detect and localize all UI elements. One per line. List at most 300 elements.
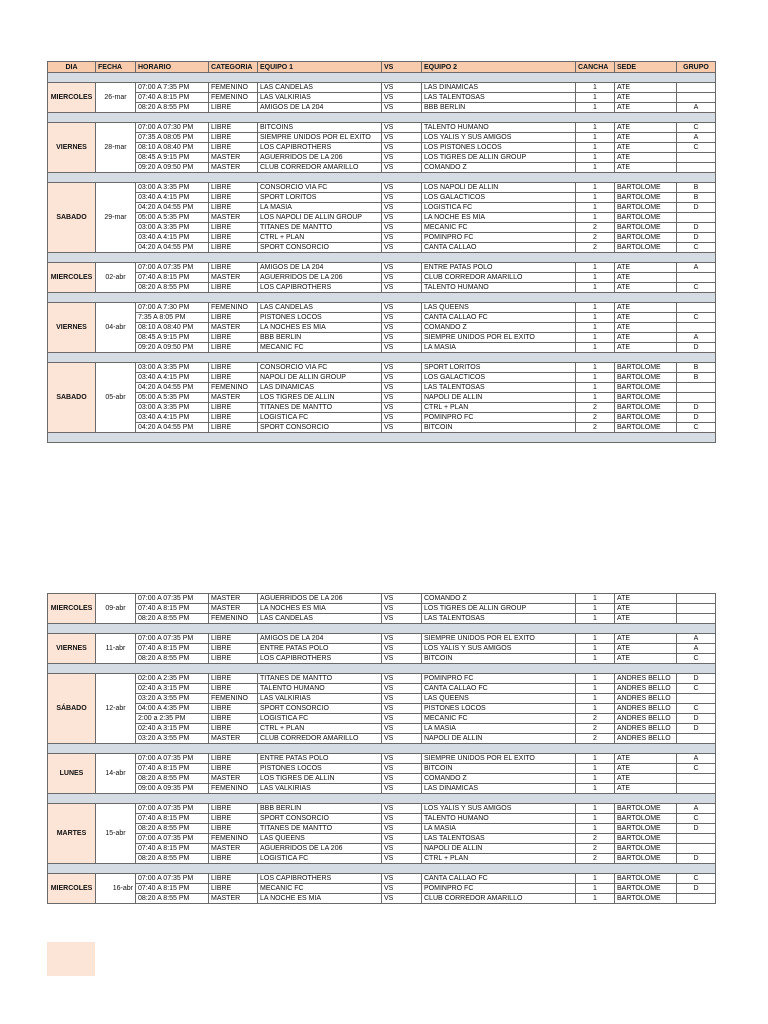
grupo-cell: A (677, 754, 716, 764)
cancha-cell: 2 (576, 734, 615, 744)
schedule-table-2 (47, 593, 716, 904)
categoria-cell: LIBRE (209, 854, 258, 864)
sede-cell: ATE (615, 764, 677, 774)
equipo2-cell: TALENTO HUMANO (422, 814, 576, 824)
equipo1-cell: LAS VALKIRIAS (258, 784, 382, 794)
cancha-cell: 1 (576, 614, 615, 624)
equipo2-cell: LOS NAPOLI DE ALLIN (422, 183, 576, 193)
table-row (48, 684, 716, 694)
schedule-table-1 (47, 61, 716, 443)
sede-cell: BARTOLOME (615, 844, 677, 854)
horario-cell: 04:20 A 04:55 PM (136, 423, 209, 433)
separator-cell (48, 664, 716, 674)
equipo2-cell: LOS YALIS Y SUS AMIGOS (422, 644, 576, 654)
equipo1-cell: BBB BERLIN (258, 804, 382, 814)
date-cell: 28-mar (96, 123, 136, 173)
sede-cell: BARTOLOME (615, 193, 677, 203)
vs-cell: VS (382, 674, 422, 684)
grupo-cell: D (677, 724, 716, 734)
categoria-cell: LIBRE (209, 233, 258, 243)
categoria-cell: FEMENINO (209, 834, 258, 844)
vs-cell: VS (382, 734, 422, 744)
equipo2-cell: BITCOIN (422, 764, 576, 774)
vs-cell: VS (382, 393, 422, 403)
sede-cell: BARTOLOME (615, 834, 677, 844)
equipo1-cell: LOS CAPIBROTHERS (258, 654, 382, 664)
grupo-cell (677, 303, 716, 313)
vs-cell: VS (382, 824, 422, 834)
date-cell: 05-abr (96, 363, 136, 433)
sede-cell: BARTOLOME (615, 373, 677, 383)
cancha-cell: 1 (576, 814, 615, 824)
categoria-cell: LIBRE (209, 103, 258, 113)
equipo2-cell: MECANIC FC (422, 223, 576, 233)
table-row (48, 423, 716, 433)
grupo-cell: D (677, 343, 716, 353)
date-cell: 26-mar (96, 83, 136, 113)
horario-cell: 09:00 A 09:35 PM (136, 784, 209, 794)
categoria-cell: FEMENINO (209, 383, 258, 393)
equipo2-cell: LOS YALIS Y SUS AMIGOS (422, 133, 576, 143)
day-cell: MIERCOLES (48, 874, 96, 904)
horario-cell: 02:40 A 3:15 PM (136, 724, 209, 734)
horario-cell: 07:00 A 07:35 PM (136, 634, 209, 644)
equipo1-cell: LAS CANDELAS (258, 83, 382, 93)
equipo1-cell: LOS TIGRES DE ALLIN (258, 774, 382, 784)
sede-cell: ATE (615, 644, 677, 654)
grupo-cell (677, 163, 716, 173)
horario-cell: 03:20 A 3:55 PM (136, 734, 209, 744)
day-cell: SÁBADO (48, 674, 96, 744)
header-row (48, 62, 716, 73)
cancha-cell: 1 (576, 634, 615, 644)
equipo1-cell: SPORT CONSORCIO (258, 704, 382, 714)
equipo2-cell: SIEMPRE UNIDOS POR EL EXITO (422, 754, 576, 764)
table-row (48, 694, 716, 704)
equipo2-cell: CLUB CORREDOR AMARILLO (422, 273, 576, 283)
header-vs: VS (382, 62, 422, 73)
cancha-cell: 2 (576, 223, 615, 233)
table-row (48, 163, 716, 173)
equipo2-cell: LAS TALENTOSAS (422, 614, 576, 624)
schedule-body-1 (48, 73, 716, 443)
vs-cell: VS (382, 203, 422, 213)
table-row (48, 133, 716, 143)
categoria-cell: MASTER (209, 323, 258, 333)
grupo-cell: C (677, 123, 716, 133)
equipo2-cell: CTRL + PLAN (422, 854, 576, 864)
cancha-cell: 2 (576, 714, 615, 724)
table-row (48, 373, 716, 383)
equipo1-cell: CONSORCIO VIA FC (258, 183, 382, 193)
day-cell: MIERCOLES (48, 83, 96, 113)
table-row (48, 283, 716, 293)
day-cell: LUNES (48, 754, 96, 794)
sede-cell: ANDRES BELLO (615, 694, 677, 704)
table-row (48, 363, 716, 373)
cancha-cell: 1 (576, 874, 615, 884)
table-row (48, 604, 716, 614)
vs-cell: VS (382, 844, 422, 854)
categoria-cell: LIBRE (209, 644, 258, 654)
grupo-cell: D (677, 233, 716, 243)
sede-cell: ATE (615, 83, 677, 93)
trailing-day-cell (47, 942, 95, 976)
horario-cell: 07:00 A 07:35 PM (136, 874, 209, 884)
sede-cell: BARTOLOME (615, 814, 677, 824)
table-row (48, 383, 716, 393)
sede-cell: BARTOLOME (615, 854, 677, 864)
categoria-cell: LIBRE (209, 874, 258, 884)
vs-cell: VS (382, 283, 422, 293)
grupo-cell: C (677, 313, 716, 323)
separator-cell (48, 744, 716, 754)
horario-cell: 08:20 A 8:55 PM (136, 824, 209, 834)
cancha-cell: 1 (576, 213, 615, 223)
grupo-cell: C (677, 654, 716, 664)
equipo2-cell: ENTRE PATAS POLO (422, 263, 576, 273)
equipo1-cell: AMIGOS DE LA 204 (258, 634, 382, 644)
table-row (48, 894, 716, 904)
day-cell: MIERCOLES (48, 594, 96, 624)
grupo-cell: A (677, 103, 716, 113)
table-row (48, 844, 716, 854)
categoria-cell: LIBRE (209, 243, 258, 253)
day-cell: MARTES (48, 804, 96, 864)
sede-cell: ANDRES BELLO (615, 704, 677, 714)
horario-cell: 08:20 A 8:55 PM (136, 774, 209, 784)
categoria-cell: LIBRE (209, 203, 258, 213)
equipo1-cell: SPORT CONSORCIO (258, 814, 382, 824)
vs-cell: VS (382, 644, 422, 654)
categoria-cell: LIBRE (209, 654, 258, 664)
cancha-cell: 1 (576, 604, 615, 614)
sede-cell: BARTOLOME (615, 894, 677, 904)
grupo-cell (677, 894, 716, 904)
sede-cell: ATE (615, 123, 677, 133)
table-row (48, 784, 716, 794)
vs-cell: VS (382, 373, 422, 383)
day-cell: SABADO (48, 183, 96, 253)
vs-cell: VS (382, 604, 422, 614)
cancha-cell: 1 (576, 163, 615, 173)
equipo2-cell: LAS QUEENS (422, 303, 576, 313)
sede-cell: BARTOLOME (615, 884, 677, 894)
equipo2-cell: LOS TIGRES DE ALLIN GROUP (422, 153, 576, 163)
equipo1-cell: SPORT LORITOS (258, 193, 382, 203)
horario-cell: 7:35 A 8:05 PM (136, 313, 209, 323)
sede-cell: BARTOLOME (615, 423, 677, 433)
equipo2-cell: CANTA CALLAO (422, 243, 576, 253)
vs-cell: VS (382, 764, 422, 774)
vs-cell: VS (382, 233, 422, 243)
grupo-cell (677, 614, 716, 624)
table-row (48, 273, 716, 283)
equipo2-cell: LA MASIA (422, 824, 576, 834)
cancha-cell: 1 (576, 83, 615, 93)
vs-cell: VS (382, 594, 422, 604)
separator-cell (48, 253, 716, 263)
equipo1-cell: LOS NAPOLI DE ALLIN GROUP (258, 213, 382, 223)
sede-cell: BARTOLOME (615, 363, 677, 373)
table-row (48, 654, 716, 664)
equipo1-cell: TITANES DE MANTTO (258, 674, 382, 684)
categoria-cell: FEMENINO (209, 93, 258, 103)
sede-cell: ATE (615, 163, 677, 173)
categoria-cell: MASTER (209, 594, 258, 604)
vs-cell: VS (382, 163, 422, 173)
equipo1-cell: SPORT CONSORCIO (258, 423, 382, 433)
vs-cell: VS (382, 423, 422, 433)
categoria-cell: FEMENINO (209, 303, 258, 313)
separator-row (48, 624, 716, 634)
horario-cell: 03:40 A 4:15 PM (136, 413, 209, 423)
grupo-cell (677, 784, 716, 794)
date-cell: 09-abr (96, 594, 136, 624)
equipo2-cell: SPORT LORITOS (422, 363, 576, 373)
grupo-cell (677, 834, 716, 844)
grupo-cell: D (677, 674, 716, 684)
vs-cell: VS (382, 874, 422, 884)
vs-cell: VS (382, 854, 422, 864)
cancha-cell: 1 (576, 383, 615, 393)
date-cell: 02-abr (96, 263, 136, 293)
equipo1-cell: LA MASIA (258, 203, 382, 213)
horario-cell: 02:40 A 3:15 PM (136, 684, 209, 694)
categoria-cell: LIBRE (209, 884, 258, 894)
equipo2-cell: CTRL + PLAN (422, 403, 576, 413)
categoria-cell: LIBRE (209, 804, 258, 814)
vs-cell: VS (382, 363, 422, 373)
sede-cell: ATE (615, 333, 677, 343)
grupo-cell: C (677, 704, 716, 714)
categoria-cell: LIBRE (209, 333, 258, 343)
categoria-cell: FEMENINO (209, 694, 258, 704)
vs-cell: VS (382, 243, 422, 253)
equipo2-cell: LOS GALACTICOS (422, 193, 576, 203)
cancha-cell: 1 (576, 263, 615, 273)
cancha-cell: 1 (576, 273, 615, 283)
horario-cell: 04:00 A 4:35 PM (136, 704, 209, 714)
horario-cell: 07:40 A 8:15 PM (136, 93, 209, 103)
table-row (48, 644, 716, 654)
cancha-cell: 1 (576, 153, 615, 163)
header-horario: HORARIO (136, 62, 209, 73)
categoria-cell: LIBRE (209, 403, 258, 413)
vs-cell: VS (382, 814, 422, 824)
header-grupo: GRUPO (677, 62, 716, 73)
vs-cell: VS (382, 93, 422, 103)
equipo1-cell: LOS TIGRES DE ALLIN (258, 393, 382, 403)
day-cell: MIERCOLES (48, 263, 96, 293)
sede-cell: ATE (615, 594, 677, 604)
cancha-cell: 1 (576, 894, 615, 904)
date-cell: 29-mar (96, 183, 136, 253)
cancha-cell: 1 (576, 203, 615, 213)
equipo1-cell: NAPOLI DE ALLIN GROUP (258, 373, 382, 383)
vs-cell: VS (382, 83, 422, 93)
cancha-cell: 1 (576, 754, 615, 764)
vs-cell: VS (382, 183, 422, 193)
separator-cell (48, 353, 716, 363)
equipo1-cell: SPORT CONSORCIO (258, 243, 382, 253)
separator-row (48, 73, 716, 83)
grupo-cell: C (677, 684, 716, 694)
cancha-cell: 1 (576, 824, 615, 834)
horario-cell: 07:40 A 8:15 PM (136, 764, 209, 774)
categoria-cell: LIBRE (209, 764, 258, 774)
horario-cell: 07:00 A 7:30 PM (136, 303, 209, 313)
table-row (48, 754, 716, 764)
equipo1-cell: AGUERRIDOS DE LA 206 (258, 594, 382, 604)
table-row (48, 734, 716, 744)
table-row (48, 774, 716, 784)
separator-row (48, 433, 716, 443)
sede-cell: BARTOLOME (615, 403, 677, 413)
grupo-cell (677, 734, 716, 744)
vs-cell: VS (382, 323, 422, 333)
table-row (48, 634, 716, 644)
equipo1-cell: TITANES DE MANTTO (258, 223, 382, 233)
equipo2-cell: BBB BERLIN (422, 103, 576, 113)
cancha-cell: 1 (576, 103, 615, 113)
grupo-cell (677, 323, 716, 333)
cancha-cell: 1 (576, 694, 615, 704)
equipo1-cell: CTRL + PLAN (258, 724, 382, 734)
table-row (48, 83, 716, 93)
cancha-cell: 2 (576, 724, 615, 734)
horario-cell: 08:20 A 8:55 PM (136, 894, 209, 904)
separator-row (48, 664, 716, 674)
equipo2-cell: LAS TALENTOSAS (422, 834, 576, 844)
categoria-cell: LIBRE (209, 363, 258, 373)
table-row (48, 714, 716, 724)
vs-cell: VS (382, 684, 422, 694)
table-row (48, 263, 716, 273)
horario-cell: 07:40 A 8:15 PM (136, 844, 209, 854)
table-row (48, 243, 716, 253)
table-row (48, 343, 716, 353)
equipo2-cell: LAS TALENTOSAS (422, 383, 576, 393)
categoria-cell: MASTER (209, 163, 258, 173)
grupo-cell (677, 383, 716, 393)
equipo1-cell: LOGISTICA FC (258, 413, 382, 423)
grupo-cell: A (677, 804, 716, 814)
vs-cell: VS (382, 333, 422, 343)
vs-cell: VS (382, 784, 422, 794)
categoria-cell: LIBRE (209, 343, 258, 353)
table-row (48, 874, 716, 884)
table-row (48, 393, 716, 403)
sede-cell: ATE (615, 343, 677, 353)
equipo2-cell: COMANDO Z (422, 323, 576, 333)
equipo2-cell: LOS GALACTICOS (422, 373, 576, 383)
grupo-cell: B (677, 193, 716, 203)
equipo1-cell: AGUERRIDOS DE LA 206 (258, 153, 382, 163)
sede-cell: ATE (615, 774, 677, 784)
horario-cell: 07:40 A 8:15 PM (136, 884, 209, 894)
table-row (48, 93, 716, 103)
categoria-cell: MASTER (209, 393, 258, 403)
table-row (48, 313, 716, 323)
sede-cell: ANDRES BELLO (615, 714, 677, 724)
horario-cell: 03:00 A 3:35 PM (136, 363, 209, 373)
categoria-cell: MASTER (209, 604, 258, 614)
grupo-cell: D (677, 403, 716, 413)
date-cell: 14-abr (96, 754, 136, 794)
cancha-cell: 1 (576, 313, 615, 323)
horario-cell: 07:00 A 07:35 PM (136, 804, 209, 814)
grupo-cell: D (677, 223, 716, 233)
equipo2-cell: SIEMPRE UNIDOS POR EL EXITO (422, 333, 576, 343)
equipo2-cell: NAPOLI DE ALLIN (422, 393, 576, 403)
sede-cell: BARTOLOME (615, 393, 677, 403)
sede-cell: BARTOLOME (615, 233, 677, 243)
equipo1-cell: ENTRE PATAS POLO (258, 754, 382, 764)
horario-cell: 07:40 A 8:15 PM (136, 644, 209, 654)
cancha-cell: 1 (576, 283, 615, 293)
table-row (48, 103, 716, 113)
equipo2-cell: LOGISTICA FC (422, 203, 576, 213)
header-categoria: CATEGORIA (209, 62, 258, 73)
categoria-cell: MASTER (209, 153, 258, 163)
categoria-cell: LIBRE (209, 183, 258, 193)
horario-cell: 02:00 A 2:35 PM (136, 674, 209, 684)
table-row (48, 824, 716, 834)
grupo-cell: C (677, 874, 716, 884)
equipo1-cell: LAS CANDELAS (258, 303, 382, 313)
grupo-cell: C (677, 423, 716, 433)
sede-cell: ATE (615, 103, 677, 113)
equipo2-cell: BITCOIN (422, 423, 576, 433)
vs-cell: VS (382, 614, 422, 624)
table-row (48, 764, 716, 774)
equipo1-cell: CLUB CORREDOR AMARILLO (258, 734, 382, 744)
vs-cell: VS (382, 123, 422, 133)
equipo1-cell: AGUERRIDOS DE LA 206 (258, 844, 382, 854)
vs-cell: VS (382, 133, 422, 143)
equipo1-cell: LAS VALKIRIAS (258, 694, 382, 704)
cancha-cell: 1 (576, 123, 615, 133)
sede-cell: BARTOLOME (615, 213, 677, 223)
grupo-cell (677, 213, 716, 223)
equipo1-cell: ENTRE PATAS POLO (258, 644, 382, 654)
table-row (48, 193, 716, 203)
equipo1-cell: LOS CAPIBROTHERS (258, 283, 382, 293)
horario-cell: 04:20 A 04:55 PM (136, 243, 209, 253)
categoria-cell: MASTER (209, 844, 258, 854)
categoria-cell: MASTER (209, 894, 258, 904)
horario-cell: 07:00 A 07:30 PM (136, 123, 209, 133)
equipo2-cell: PISTONES LOCOS (422, 704, 576, 714)
cancha-cell: 1 (576, 644, 615, 654)
grupo-cell: A (677, 263, 716, 273)
horario-cell: 05:00 A 5:35 PM (136, 393, 209, 403)
vs-cell: VS (382, 834, 422, 844)
categoria-cell: LIBRE (209, 714, 258, 724)
vs-cell: VS (382, 153, 422, 163)
table-row (48, 884, 716, 894)
vs-cell: VS (382, 223, 422, 233)
categoria-cell: LIBRE (209, 143, 258, 153)
cancha-cell: 1 (576, 784, 615, 794)
categoria-cell: LIBRE (209, 313, 258, 323)
cancha-cell: 2 (576, 413, 615, 423)
table-row (48, 413, 716, 423)
vs-cell: VS (382, 774, 422, 784)
cancha-cell: 2 (576, 233, 615, 243)
sede-cell: ATE (615, 153, 677, 163)
